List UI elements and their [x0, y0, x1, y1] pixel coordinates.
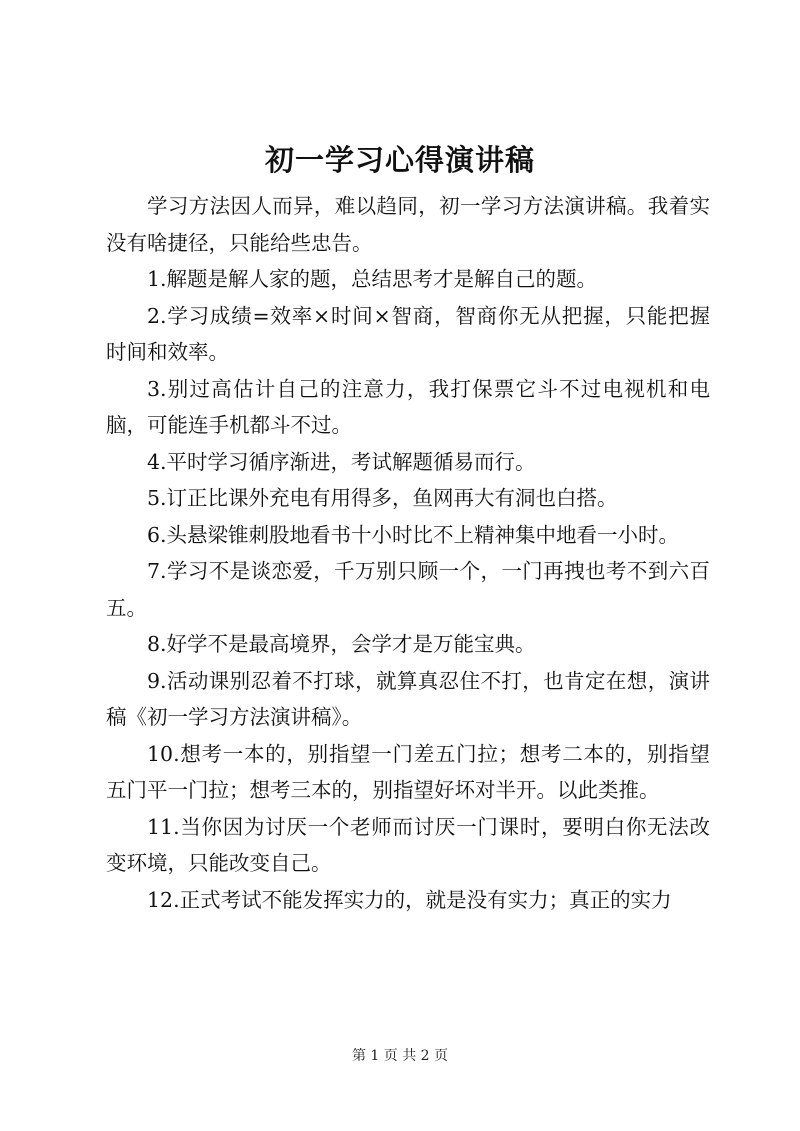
document-body — [106, 188, 710, 918]
paragraph-item-8: 8.好学不是最高境界，会学才是万能宝典。 — [147, 632, 536, 656]
paragraph-item-11: 11.当你因为讨厌一个老师而讨厌一门课时，要明白你无法改变环境，只能改变自己。 — [106, 814, 710, 875]
paragraph-intro: 学习方法因人而异，难以趋同，初一学习方法演讲稿。我着实没有啥捷径，只能给些忠告。 — [106, 194, 710, 255]
page-footer: 第 1 页 共 2 页 — [351, 1048, 449, 1064]
paragraph-item-2: 2.学习成绩=效率×时间×智商，智商你无从把握，只能把握时间和效率。 — [106, 303, 710, 364]
document-title: 初一学习心得演讲稿 — [264, 143, 535, 177]
paragraph-item-12: 12.正式考试不能发挥实力的，就是没有实力；真正的实力 — [147, 887, 672, 912]
paragraph-item-7: 7.学习不是谈恋爱，千万别只顾一个，一门再拽也考不到六百五。 — [106, 559, 710, 620]
paragraph-item-6: 6.头悬梁锥刺股地看书十小时比不上精神集中地看一小时。 — [147, 522, 680, 547]
paragraph-item-9: 9.活动课别忍着不打球，就算真忍住不打，也肯定在想，演讲稿《初一学习方法演讲稿》。 — [106, 668, 710, 729]
paragraph-item-1: 1.解题是解人家的题，总结思考才是解自己的题。 — [147, 267, 598, 291]
paragraph-item-10: 10.想考一本的，别指望一门差五门拉；想考二本的，别指望五门平一门拉；想考三本的，别指望好坏对半开。以此类推。 — [106, 741, 710, 802]
paragraph-item-5: 5.订正比课外充电有用得多，鱼网再大有洞也白搭。 — [147, 486, 618, 510]
paragraph-item-4: 4.平时学习循序渐进，考试解题循易而行。 — [147, 449, 536, 474]
paragraph-item-3: 3.别过高估计自己的注意力，我打保票它斗不过电视机和电脑，可能连手机都斗不过。 — [106, 376, 710, 437]
